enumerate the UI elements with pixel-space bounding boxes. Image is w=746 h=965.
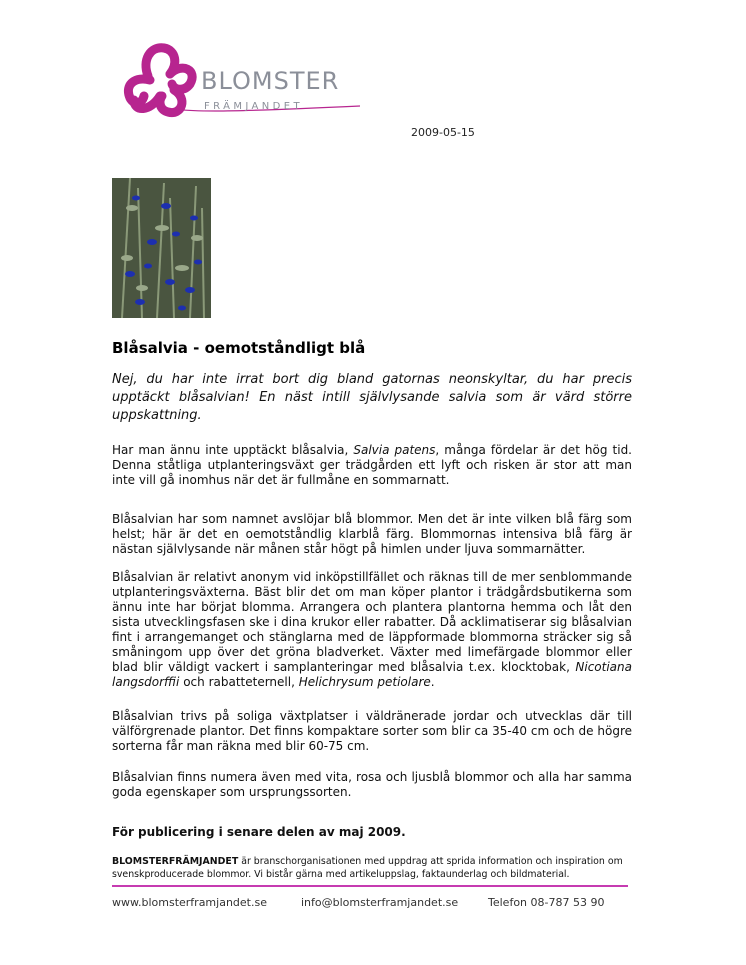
paragraph-3: Blåsalvian är relativt anonym vid inköpstillfället och räknas till de mer senblommande utplanteringsväxterna. Bäst blir det om man köper plantor i trädgårdsbutikerna som ännu inte har börjat blomma. Arrangera och plantera plantorna hemma och låt den sista utvecklingsfasen ske i dina krukor eller rabatter. Då acklimatiserar sig blåsalvian fint i arrangemanget och stänglarna med de läppformade blommorna sträcker sig så småningom upp över det gröna bladverket. Växter med limefärgade blommor eller blad blir väldigt vackert i samplanteringar med blåsalvia t.ex. klocktobak, Nicotiana langsdorffii och rabatteternell, Helichrysum petiolare.: [112, 570, 632, 689]
footer-phone: Telefon 08-787 53 90: [488, 896, 605, 909]
salvia-image: [112, 178, 211, 318]
brand-logo: [112, 40, 372, 132]
publication-note: För publicering i senare delen av maj 2009.: [112, 825, 406, 839]
brand-name: BLOMSTER: [201, 67, 340, 95]
paragraph-1: Har man ännu inte upptäckt blåsalvia, Salvia patens, många fördelar är det hög tid. Denna ståtliga utplanteringsväxt ger trädgården ett lyft och risken är stor att man inte vill gå inomhus när det är fullmåne en sommarnatt.: [112, 443, 632, 487]
document-date: 2009-05-15: [411, 126, 475, 139]
footer-divider: [112, 885, 628, 887]
footer-website-link[interactable]: www.blomsterframjandet.se: [112, 896, 267, 909]
paragraph-4: Blåsalvian trivs på soliga växtplatser i väldränerade jordar och utvecklas där till välförgrenade plantor. Det finns kompaktare sorter som blir ca 35-40 cm och de högre sorterna får man räkna med blir 60-75 cm.: [112, 709, 632, 753]
paragraph-2: Blåsalvian har som namnet avslöjar blå blommor. Men det är inte vilken blå färg som helst; här är det en oemotståndlig klarblå färg. Blommornas intensiva blå färg är nästan självlysande när månen står högt på himlen under ljuva sommarnätter.: [112, 512, 632, 556]
article-lead: Nej, du har inte irrat bort dig bland gatornas neonskyltar, du har precis upptäckt blåsalvian! En näst intill självlysande salvia som är värd större uppskattning.: [112, 372, 632, 423]
brand-subname: FRÄMJANDET: [204, 101, 303, 112]
paragraph-5: Blåsalvian finns numera även med vita, rosa och ljusblå blommor och alla har samma goda egenskaper som ursprungssorten.: [112, 770, 632, 799]
salvia-photo: [112, 178, 211, 318]
about-organisation: BLOMSTERFRÄMJANDET är branschorganisationen med uppdrag att sprida information och inspiration om svenskproducerade blommor. Vi bistår gärna med artikeluppslag, faktaunderlag och bildmaterial.: [112, 856, 623, 880]
article-title: Blåsalvia - oemotståndligt blå: [112, 339, 366, 357]
footer-email-link[interactable]: info@blomsterframjandet.se: [301, 896, 459, 909]
